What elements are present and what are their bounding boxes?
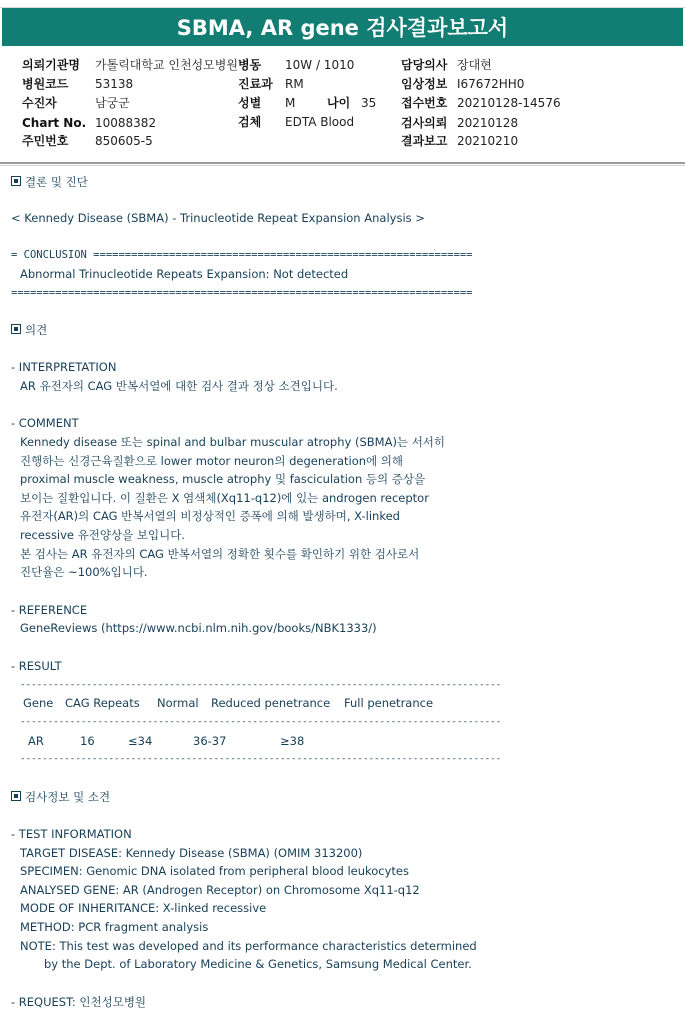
result-cell-normal: ≤34: [128, 734, 153, 748]
result-rule-mid: ---------------------------------------------------------------------------------------: [20, 716, 502, 727]
specimen-value: EDTA Blood: [285, 115, 355, 129]
request-line: - REQUEST: 인천성모병원: [11, 995, 147, 1009]
reference-text: GeneReviews (https://www.ncbi.nlm.nih.gov/books/NBK1333/): [20, 621, 377, 635]
testinfo-line: NOTE: This test was developed and its performance characteristics determined: [20, 939, 477, 953]
id-label: 주민번호: [22, 134, 69, 148]
top-border: [0, 0, 685, 8]
result-rule-bottom: ---------------------------------------------------------------------------------------: [20, 753, 502, 764]
institution-label: 의뢰기관명: [22, 58, 80, 72]
report-date-value: 20210210: [457, 134, 519, 148]
section-square-icon: [11, 176, 21, 186]
testinfo-line: by the Dept. of Laboratory Medicine & Genetics, Samsung Medical Center.: [44, 957, 472, 971]
institution-value: 가톨릭대학교 인천성모병원: [95, 58, 238, 72]
comment-line: 보이는 질환입니다. 이 질환은 X 염색체(Xq11-q12)에 있는 androgen receptor: [20, 491, 429, 505]
physician-label: 담당의사: [401, 58, 448, 72]
comment-line: 진단율은 ~100%입니다.: [20, 565, 148, 579]
reference-header: - REFERENCE: [11, 603, 88, 617]
conclusion-rule: =========================================================================: [11, 287, 473, 299]
comment-header: - COMMENT: [11, 416, 79, 430]
testinfo-line: METHOD: PCR fragment analysis: [20, 920, 209, 934]
result-cell-gene: AR: [28, 734, 44, 748]
result-col-gene: Gene: [23, 696, 54, 710]
sex-label: 성별: [238, 96, 262, 110]
result-cell-reduced: 36-37: [193, 734, 227, 748]
physician-value: 장대현: [457, 58, 492, 72]
clinical-info-label: 임상정보: [401, 77, 448, 91]
result-col-normal: Normal: [157, 696, 199, 710]
recipient-label: 수진자: [22, 96, 57, 110]
hospital-code-value: 53138: [95, 77, 134, 91]
interpretation-header: - INTERPRETATION: [11, 360, 117, 374]
clinical-info-value: I67672HH0: [457, 77, 525, 91]
testinfo-line: ANALYSED GENE: AR (Androgen Receptor) on Chromosome Xq11-q12: [20, 883, 420, 897]
section-testinfo-title: 검사정보 및 소견: [25, 790, 111, 804]
result-cell-full: ≥38: [280, 734, 305, 748]
conclusion-text: Abnormal Trinucleotide Repeats Expansion: Not detected: [20, 267, 349, 281]
comment-line: proximal muscle weakness, muscle atrophy 및 fasciculation 등의 증상을: [20, 472, 426, 486]
interpretation-text: AR 유전자의 CAG 반복서열에 대한 검사 결과 정상 소견입니다.: [20, 379, 338, 393]
section-opinion: [11, 323, 47, 337]
age-label: 나이: [327, 96, 351, 110]
result-cell-cag: 16: [80, 734, 95, 748]
testinfo-line: MODE OF INHERITANCE: X-linked recessive: [20, 901, 267, 915]
dept-value: RM: [285, 77, 304, 91]
receipt-no-label: 접수번호: [401, 96, 448, 110]
report-date-label: 결과보고: [401, 134, 448, 148]
testinfo-line: SPECIMEN: Genomic DNA isolated from peripheral blood leukocytes: [20, 864, 409, 878]
comment-line: 본 검사는 AR 유전자의 CAG 반복서열의 정확한 횟수를 확인하기 위한 검사로서: [20, 547, 420, 561]
specimen-label: 검체: [238, 115, 262, 129]
chart-no-label: Chart No.: [22, 116, 87, 130]
chart-no-value: 10088382: [95, 116, 157, 130]
testinfo-header: - TEST INFORMATION: [11, 827, 132, 841]
result-rule-top: ---------------------------------------------------------------------------------------: [20, 679, 502, 690]
ward-value: 10W / 1010: [285, 58, 355, 72]
result-col-full: Full penetrance: [344, 696, 434, 710]
section-square-icon: [11, 324, 21, 334]
sex-value: M: [285, 96, 296, 110]
result-header: - RESULT: [11, 659, 62, 673]
request-date-label: 검사의뢰: [401, 116, 448, 130]
analysis-title: < Kennedy Disease (SBMA) - Trinucleotide Repeat Expansion Analysis >: [11, 211, 425, 225]
id-value: 850605-5: [95, 134, 153, 148]
comment-line: 진행하는 신경근육질환으로 lower motor neuron의 degeneration에 의해: [20, 454, 403, 468]
conclusion-header: = CONCLUSION ============================================================: [11, 249, 473, 261]
comment-line: recessive 유전양상을 보입니다.: [20, 528, 185, 542]
receipt-no-value: 20210128-14576: [457, 96, 561, 110]
header-divider-shadow: [0, 165, 685, 166]
hospital-code-label: 병원코드: [22, 77, 69, 91]
ward-label: 병동: [238, 58, 262, 72]
age-value: 35: [361, 96, 377, 110]
dept-label: 진료과: [238, 77, 273, 91]
request-date-value: 20210128: [457, 116, 519, 130]
comment-line: Kennedy disease 또는 spinal and bulbar muscular atrophy (SBMA)는 서서히: [20, 435, 446, 449]
section-square-icon: [11, 791, 21, 801]
result-col-cag: CAG Repeats: [65, 696, 140, 710]
header-divider: [0, 162, 685, 164]
testinfo-line: TARGET DISEASE: Kennedy Disease (SBMA) (OMIM 313200): [20, 846, 363, 860]
comment-line: 유전자(AR)의 CAG 반복서열의 비정상적인 증폭에 의해 발생하며, X-linked: [20, 509, 400, 523]
result-col-reduced: Reduced penetrance: [211, 696, 331, 710]
section-conclusion-title: 결론 및 진단: [25, 175, 88, 189]
section-opinion-title: 의견: [25, 323, 48, 337]
recipient-value: 남궁군: [95, 96, 130, 110]
section-conclusion: [11, 175, 88, 189]
report-title: SBMA, AR gene 검사결과보고서: [2, 8, 683, 46]
section-testinfo: [11, 790, 110, 804]
